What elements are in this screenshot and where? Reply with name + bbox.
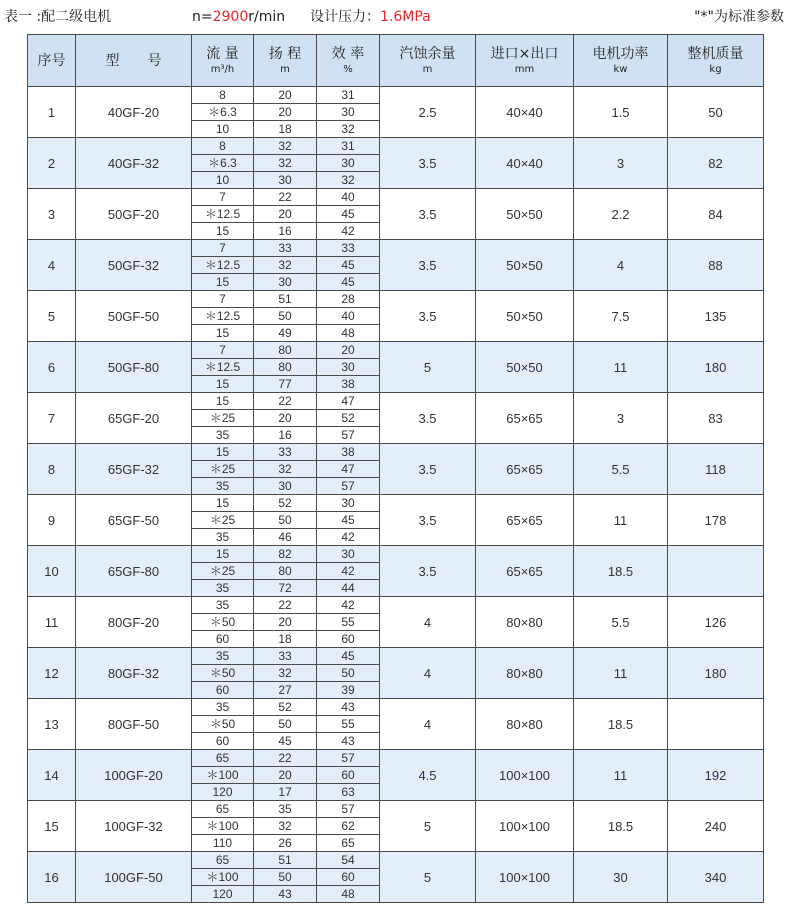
flow-cell: ＊25 xyxy=(192,410,254,427)
flow-cell: 15 xyxy=(192,223,254,240)
model-cell: 80GF-32 xyxy=(76,648,192,699)
motor-power-cell: 11 xyxy=(574,648,668,699)
flow-cell: 60 xyxy=(192,631,254,648)
efficiency-cell: 32 xyxy=(317,121,380,138)
npsh-cell: 3.5 xyxy=(380,444,476,495)
head-cell: 82 xyxy=(254,546,317,563)
row-index-cell: 11 xyxy=(28,597,76,648)
model-cell: 50GF-20 xyxy=(76,189,192,240)
flow-cell: 8 xyxy=(192,87,254,104)
efficiency-cell: 33 xyxy=(317,240,380,257)
table-row xyxy=(28,597,764,614)
header-label: 效 率 xyxy=(331,46,365,62)
col-weight-header xyxy=(668,35,764,87)
head-cell: 46 xyxy=(254,529,317,546)
efficiency-cell: 62 xyxy=(317,818,380,835)
weight-cell: 180 xyxy=(668,648,764,699)
head-cell: 16 xyxy=(254,223,317,240)
motor-power-cell: 11 xyxy=(574,342,668,393)
head-cell: 77 xyxy=(254,376,317,393)
efficiency-cell: 55 xyxy=(317,716,380,733)
motor-power-cell: 1.5 xyxy=(574,87,668,138)
flow-cell: 8 xyxy=(192,138,254,155)
table-row xyxy=(28,291,764,308)
table-row xyxy=(28,852,764,869)
weight-cell xyxy=(668,546,764,597)
flow-cell: 60 xyxy=(192,682,254,699)
efficiency-cell: 30 xyxy=(317,155,380,172)
row-index-cell: 6 xyxy=(28,342,76,393)
weight-cell: 340 xyxy=(668,852,764,903)
header-unit: m xyxy=(280,64,290,75)
flow-cell: 15 xyxy=(192,393,254,410)
flow-cell: 120 xyxy=(192,886,254,903)
model-cell: 65GF-20 xyxy=(76,393,192,444)
efficiency-cell: 43 xyxy=(317,733,380,750)
col-inlet-outlet-header xyxy=(476,35,574,87)
efficiency-cell: 30 xyxy=(317,359,380,376)
model-cell: 65GF-80 xyxy=(76,546,192,597)
table-row xyxy=(28,444,764,461)
head-cell: 72 xyxy=(254,580,317,597)
flow-cell: 35 xyxy=(192,699,254,716)
flow-cell: 15 xyxy=(192,274,254,291)
npsh-cell: 5 xyxy=(380,852,476,903)
row-index-cell: 4 xyxy=(28,240,76,291)
flow-cell: 35 xyxy=(192,597,254,614)
pressure-spec xyxy=(310,6,431,28)
inlet-outlet-cell: 40×40 xyxy=(476,138,574,189)
efficiency-cell: 38 xyxy=(317,444,380,461)
inlet-outlet-cell: 65×65 xyxy=(476,546,574,597)
head-cell: 80 xyxy=(254,563,317,580)
motor-power-cell: 18.5 xyxy=(574,801,668,852)
motor-power-cell: 11 xyxy=(574,750,668,801)
inlet-outlet-cell: 80×80 xyxy=(476,648,574,699)
flow-cell: 35 xyxy=(192,529,254,546)
efficiency-cell: 65 xyxy=(317,835,380,852)
efficiency-cell: 31 xyxy=(317,138,380,155)
model-cell: 80GF-50 xyxy=(76,699,192,750)
inlet-outlet-cell: 100×100 xyxy=(476,852,574,903)
weight-cell: 180 xyxy=(668,342,764,393)
table-row xyxy=(28,393,764,410)
weight-cell: 82 xyxy=(668,138,764,189)
efficiency-cell: 42 xyxy=(317,597,380,614)
head-cell: 26 xyxy=(254,835,317,852)
head-cell: 30 xyxy=(254,172,317,189)
flow-cell: ＊25 xyxy=(192,563,254,580)
col-npsh-header xyxy=(380,35,476,87)
head-cell: 32 xyxy=(254,818,317,835)
col-index-header xyxy=(28,35,76,87)
motor-power-cell: 18.5 xyxy=(574,699,668,750)
pressure-value: 1.6MPa xyxy=(380,9,431,25)
flow-cell: 60 xyxy=(192,733,254,750)
flow-cell: 15 xyxy=(192,444,254,461)
weight-cell: 118 xyxy=(668,444,764,495)
efficiency-cell: 44 xyxy=(317,580,380,597)
row-index-cell: 9 xyxy=(28,495,76,546)
efficiency-cell: 63 xyxy=(317,784,380,801)
weight-cell: 192 xyxy=(668,750,764,801)
row-index-cell: 8 xyxy=(28,444,76,495)
model-cell: 50GF-80 xyxy=(76,342,192,393)
inlet-outlet-cell: 65×65 xyxy=(476,393,574,444)
head-cell: 35 xyxy=(254,801,317,818)
head-cell: 22 xyxy=(254,597,317,614)
head-cell: 51 xyxy=(254,291,317,308)
table-label: 表一 :配二级电机 xyxy=(4,9,112,25)
motor-power-cell: 7.5 xyxy=(574,291,668,342)
standard-note: "*"为标准参数 xyxy=(694,9,784,25)
table-caption xyxy=(4,6,786,28)
col-model-header xyxy=(76,35,192,87)
efficiency-cell: 60 xyxy=(317,767,380,784)
header-row xyxy=(28,35,764,87)
efficiency-cell: 28 xyxy=(317,291,380,308)
efficiency-cell: 45 xyxy=(317,257,380,274)
weight-cell: 126 xyxy=(668,597,764,648)
flow-cell: 10 xyxy=(192,172,254,189)
head-cell: 20 xyxy=(254,104,317,121)
table-row xyxy=(28,240,764,257)
row-index-cell: 12 xyxy=(28,648,76,699)
head-cell: 22 xyxy=(254,750,317,767)
flow-cell: 7 xyxy=(192,240,254,257)
flow-cell: 15 xyxy=(192,546,254,563)
flow-cell: 7 xyxy=(192,291,254,308)
header-label: 流 量 xyxy=(206,46,239,62)
head-cell: 33 xyxy=(254,444,317,461)
header-label: 进口×出口 xyxy=(490,46,559,62)
table-row xyxy=(28,189,764,206)
motor-power-cell: 18.5 xyxy=(574,546,668,597)
efficiency-cell: 52 xyxy=(317,410,380,427)
efficiency-cell: 48 xyxy=(317,886,380,903)
efficiency-cell: 60 xyxy=(317,631,380,648)
table-row xyxy=(28,138,764,155)
motor-power-cell: 11 xyxy=(574,495,668,546)
flow-cell: 110 xyxy=(192,835,254,852)
efficiency-cell: 20 xyxy=(317,342,380,359)
flow-cell: 35 xyxy=(192,580,254,597)
motor-power-cell: 5.5 xyxy=(574,444,668,495)
head-cell: 30 xyxy=(254,478,317,495)
model-cell: 100GF-20 xyxy=(76,750,192,801)
head-cell: 20 xyxy=(254,767,317,784)
npsh-cell: 4 xyxy=(380,648,476,699)
npsh-cell: 3.5 xyxy=(380,291,476,342)
head-cell: 20 xyxy=(254,87,317,104)
inlet-outlet-cell: 65×65 xyxy=(476,444,574,495)
row-index-cell: 10 xyxy=(28,546,76,597)
efficiency-cell: 54 xyxy=(317,852,380,869)
head-cell: 20 xyxy=(254,410,317,427)
efficiency-cell: 42 xyxy=(317,223,380,240)
inlet-outlet-cell: 50×50 xyxy=(476,189,574,240)
col-motor-power-header xyxy=(574,35,668,87)
row-index-cell: 1 xyxy=(28,87,76,138)
weight-cell xyxy=(668,699,764,750)
flow-cell: ＊100 xyxy=(192,869,254,886)
weight-cell: 88 xyxy=(668,240,764,291)
row-index-cell: 7 xyxy=(28,393,76,444)
efficiency-cell: 45 xyxy=(317,512,380,529)
efficiency-cell: 45 xyxy=(317,274,380,291)
motor-power-cell: 30 xyxy=(574,852,668,903)
model-cell: 50GF-32 xyxy=(76,240,192,291)
col-efficiency-header xyxy=(317,35,380,87)
row-index-cell: 16 xyxy=(28,852,76,903)
inlet-outlet-cell: 100×100 xyxy=(476,801,574,852)
flow-cell: ＊12.5 xyxy=(192,206,254,223)
flow-cell: ＊12.5 xyxy=(192,257,254,274)
weight-cell: 135 xyxy=(668,291,764,342)
header-label: 型 号 xyxy=(105,52,162,69)
head-cell: 49 xyxy=(254,325,317,342)
efficiency-cell: 45 xyxy=(317,648,380,665)
head-cell: 33 xyxy=(254,648,317,665)
npsh-cell: 4 xyxy=(380,597,476,648)
row-index-cell: 5 xyxy=(28,291,76,342)
efficiency-cell: 60 xyxy=(317,869,380,886)
header-unit: mm xyxy=(514,64,535,75)
npsh-cell: 3.5 xyxy=(380,240,476,291)
npsh-cell: 4 xyxy=(380,699,476,750)
table-row xyxy=(28,750,764,767)
flow-cell: 65 xyxy=(192,852,254,869)
model-cell: 100GF-50 xyxy=(76,852,192,903)
flow-cell: 7 xyxy=(192,189,254,206)
efficiency-cell: 42 xyxy=(317,563,380,580)
head-cell: 18 xyxy=(254,121,317,138)
head-cell: 32 xyxy=(254,665,317,682)
motor-power-cell: 4 xyxy=(574,240,668,291)
row-index-cell: 2 xyxy=(28,138,76,189)
weight-cell: 240 xyxy=(668,801,764,852)
head-cell: 50 xyxy=(254,512,317,529)
flow-cell: ＊12.5 xyxy=(192,308,254,325)
col-flow-header xyxy=(192,35,254,87)
model-cell: 50GF-50 xyxy=(76,291,192,342)
row-index-cell: 3 xyxy=(28,189,76,240)
pump-spec-table xyxy=(27,34,764,903)
efficiency-cell: 50 xyxy=(317,665,380,682)
table-row xyxy=(28,648,764,665)
weight-cell: 178 xyxy=(668,495,764,546)
flow-cell: 35 xyxy=(192,478,254,495)
inlet-outlet-cell: 80×80 xyxy=(476,597,574,648)
npsh-cell: 3.5 xyxy=(380,138,476,189)
table-body xyxy=(28,87,764,903)
head-cell: 17 xyxy=(254,784,317,801)
inlet-outlet-cell: 50×50 xyxy=(476,291,574,342)
row-index-cell: 15 xyxy=(28,801,76,852)
motor-power-cell: 2.2 xyxy=(574,189,668,240)
weight-cell: 50 xyxy=(668,87,764,138)
flow-cell: 35 xyxy=(192,648,254,665)
header-label: 整机质量 xyxy=(687,46,744,62)
model-cell: 40GF-32 xyxy=(76,138,192,189)
flow-cell: 15 xyxy=(192,376,254,393)
head-cell: 80 xyxy=(254,359,317,376)
flow-cell: 120 xyxy=(192,784,254,801)
flow-cell: ＊50 xyxy=(192,614,254,631)
table-row xyxy=(28,546,764,563)
header-unit: kg xyxy=(709,64,722,75)
head-cell: 51 xyxy=(254,852,317,869)
header-label: 序号 xyxy=(37,52,66,69)
flow-cell: 15 xyxy=(192,325,254,342)
flow-cell: ＊25 xyxy=(192,461,254,478)
efficiency-cell: 30 xyxy=(317,546,380,563)
head-cell: 16 xyxy=(254,427,317,444)
motor-power-cell: 3 xyxy=(574,393,668,444)
flow-cell: ＊12.5 xyxy=(192,359,254,376)
flow-cell: 65 xyxy=(192,750,254,767)
header-unit: kw xyxy=(613,64,628,75)
flow-cell: 10 xyxy=(192,121,254,138)
head-cell: 32 xyxy=(254,155,317,172)
inlet-outlet-cell: 100×100 xyxy=(476,750,574,801)
inlet-outlet-cell: 80×80 xyxy=(476,699,574,750)
npsh-cell: 5 xyxy=(380,801,476,852)
motor-power-cell: 3 xyxy=(574,138,668,189)
flow-cell: 65 xyxy=(192,801,254,818)
head-cell: 22 xyxy=(254,393,317,410)
npsh-cell: 3.5 xyxy=(380,495,476,546)
head-cell: 27 xyxy=(254,682,317,699)
efficiency-cell: 32 xyxy=(317,172,380,189)
weight-cell: 84 xyxy=(668,189,764,240)
head-cell: 52 xyxy=(254,495,317,512)
efficiency-cell: 45 xyxy=(317,206,380,223)
header-unit: % xyxy=(343,64,353,75)
efficiency-cell: 30 xyxy=(317,104,380,121)
efficiency-cell: 30 xyxy=(317,495,380,512)
motor-power-cell: 5.5 xyxy=(574,597,668,648)
inlet-outlet-cell: 50×50 xyxy=(476,342,574,393)
flow-cell: ＊50 xyxy=(192,665,254,682)
efficiency-cell: 40 xyxy=(317,308,380,325)
flow-cell: ＊6.3 xyxy=(192,104,254,121)
model-cell: 65GF-32 xyxy=(76,444,192,495)
model-cell: 80GF-20 xyxy=(76,597,192,648)
header-unit: m³/h xyxy=(210,64,235,75)
npsh-cell: 4.5 xyxy=(380,750,476,801)
efficiency-cell: 31 xyxy=(317,87,380,104)
table-row xyxy=(28,495,764,512)
flow-cell: ＊25 xyxy=(192,512,254,529)
head-cell: 50 xyxy=(254,308,317,325)
efficiency-cell: 57 xyxy=(317,478,380,495)
flow-cell: 35 xyxy=(192,427,254,444)
head-cell: 52 xyxy=(254,699,317,716)
row-index-cell: 14 xyxy=(28,750,76,801)
flow-cell: ＊100 xyxy=(192,767,254,784)
head-cell: 32 xyxy=(254,257,317,274)
efficiency-cell: 55 xyxy=(317,614,380,631)
speed-spec xyxy=(192,6,285,28)
flow-cell: 7 xyxy=(192,342,254,359)
inlet-outlet-cell: 40×40 xyxy=(476,87,574,138)
row-index-cell: 13 xyxy=(28,699,76,750)
efficiency-cell: 57 xyxy=(317,427,380,444)
flow-cell: ＊100 xyxy=(192,818,254,835)
head-cell: 50 xyxy=(254,716,317,733)
efficiency-cell: 47 xyxy=(317,393,380,410)
head-cell: 22 xyxy=(254,189,317,206)
efficiency-cell: 57 xyxy=(317,750,380,767)
model-cell: 40GF-20 xyxy=(76,87,192,138)
head-cell: 50 xyxy=(254,869,317,886)
npsh-cell: 2.5 xyxy=(380,87,476,138)
head-cell: 20 xyxy=(254,206,317,223)
speed-value: 2900 xyxy=(212,9,249,25)
efficiency-cell: 42 xyxy=(317,529,380,546)
header-label: 电机功率 xyxy=(592,46,649,62)
head-cell: 45 xyxy=(254,733,317,750)
efficiency-cell: 47 xyxy=(317,461,380,478)
head-cell: 32 xyxy=(254,461,317,478)
speed-unit: r/min xyxy=(248,9,286,25)
inlet-outlet-cell: 50×50 xyxy=(476,240,574,291)
weight-cell: 83 xyxy=(668,393,764,444)
flow-cell: ＊6.3 xyxy=(192,155,254,172)
flow-cell: ＊50 xyxy=(192,716,254,733)
header-label: 扬 程 xyxy=(268,46,302,62)
flow-cell: 15 xyxy=(192,495,254,512)
col-head-header xyxy=(254,35,317,87)
model-cell: 65GF-50 xyxy=(76,495,192,546)
header-unit: m xyxy=(422,64,433,75)
head-cell: 43 xyxy=(254,886,317,903)
npsh-cell: 3.5 xyxy=(380,189,476,240)
head-cell: 80 xyxy=(254,342,317,359)
head-cell: 20 xyxy=(254,614,317,631)
table-row xyxy=(28,699,764,716)
efficiency-cell: 40 xyxy=(317,189,380,206)
head-cell: 18 xyxy=(254,631,317,648)
efficiency-cell: 38 xyxy=(317,376,380,393)
speed-prefix: n= xyxy=(192,9,213,25)
model-cell: 100GF-32 xyxy=(76,801,192,852)
npsh-cell: 5 xyxy=(380,342,476,393)
table-row xyxy=(28,87,764,104)
header-label: 汽蚀余量 xyxy=(399,46,456,62)
npsh-cell: 3.5 xyxy=(380,546,476,597)
efficiency-cell: 48 xyxy=(317,325,380,342)
efficiency-cell: 43 xyxy=(317,699,380,716)
head-cell: 32 xyxy=(254,138,317,155)
pressure-label: 设计压力： xyxy=(310,9,380,25)
head-cell: 33 xyxy=(254,240,317,257)
inlet-outlet-cell: 65×65 xyxy=(476,495,574,546)
table-row xyxy=(28,342,764,359)
table-row xyxy=(28,801,764,818)
head-cell: 30 xyxy=(254,274,317,291)
npsh-cell: 3.5 xyxy=(380,393,476,444)
efficiency-cell: 39 xyxy=(317,682,380,699)
efficiency-cell: 57 xyxy=(317,801,380,818)
